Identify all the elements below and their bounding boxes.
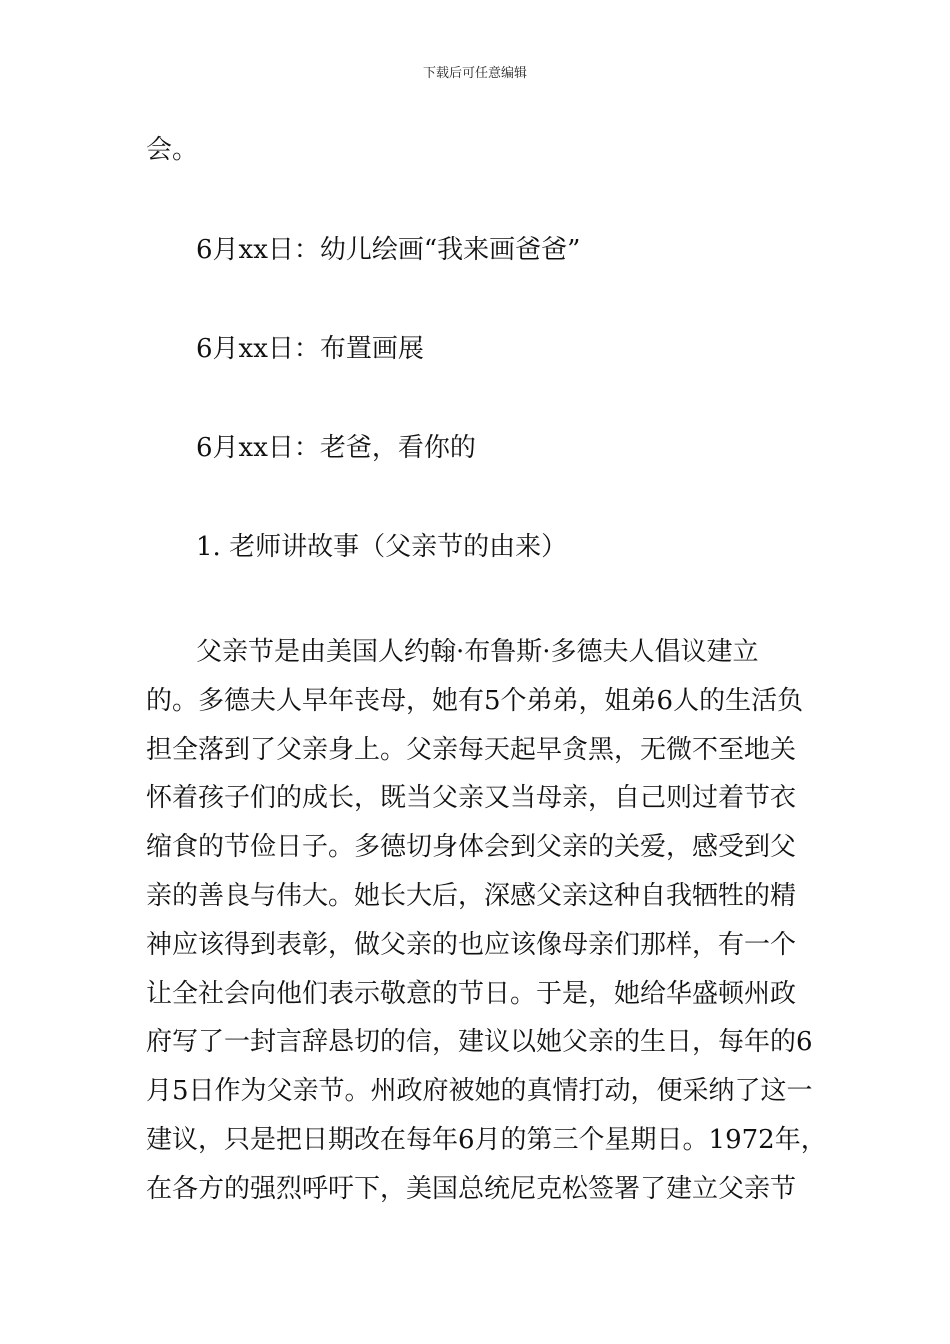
schedule-item: 6月xx日：老爸，看你的 [196, 433, 476, 463]
paragraph-line: 担全落到了父亲身上。父亲每天起早贪黑，无微不至地关 [146, 734, 797, 765]
paragraph-line: 亲的善良与伟大。她长大后，深感父亲这种自我牺牲的精 [146, 880, 797, 911]
paragraph-line: 建议，只是把日期改在每年6月的第三个星期日。1972年， [146, 1124, 827, 1155]
page-header-note: 下载后可任意编辑 [422, 66, 527, 81]
paragraph-line: 月5日作为父亲节。州政府被她的真情打动，便采纳了这一 [146, 1076, 813, 1107]
schedule-item: 6月xx日：幼儿绘画“我来画爸爸” [196, 235, 581, 265]
section-heading: 1. 老师讲故事（父亲节的由来） [196, 532, 568, 562]
paragraph-line: 怀着孩子们的成长，既当父亲又当母亲，自己则过着节衣 [146, 783, 797, 814]
paragraph-line: 缩食的节俭日子。多德切身体会到父亲的关爱，感受到父 [146, 832, 797, 863]
paragraph-line: 让全社会向他们表示敬意的节日。于是，她给华盛顿州政 [146, 978, 797, 1009]
paragraph-line: 神应该得到表彰，做父亲的也应该像母亲们那样，有一个 [146, 929, 797, 960]
schedule-item: 6月xx日：布置画展 [196, 334, 424, 364]
paragraph-line: 在各方的强烈呼吁下，美国总统尼克松签署了建立父亲节 [146, 1173, 797, 1204]
paragraph-line: 父亲节是由美国人约翰·布鲁斯·多德夫人倡议建立 [196, 637, 759, 667]
paragraph-line: 的。多德夫人早年丧母，她有5个弟弟，姐弟6人的生活负 [146, 685, 804, 716]
paragraph-line: 府写了一封言辞恳切的信，建议以她父亲的生日，每年的6 [146, 1027, 813, 1058]
story-paragraph [146, 628, 826, 1214]
continuation-text: 会。 [146, 135, 199, 165]
